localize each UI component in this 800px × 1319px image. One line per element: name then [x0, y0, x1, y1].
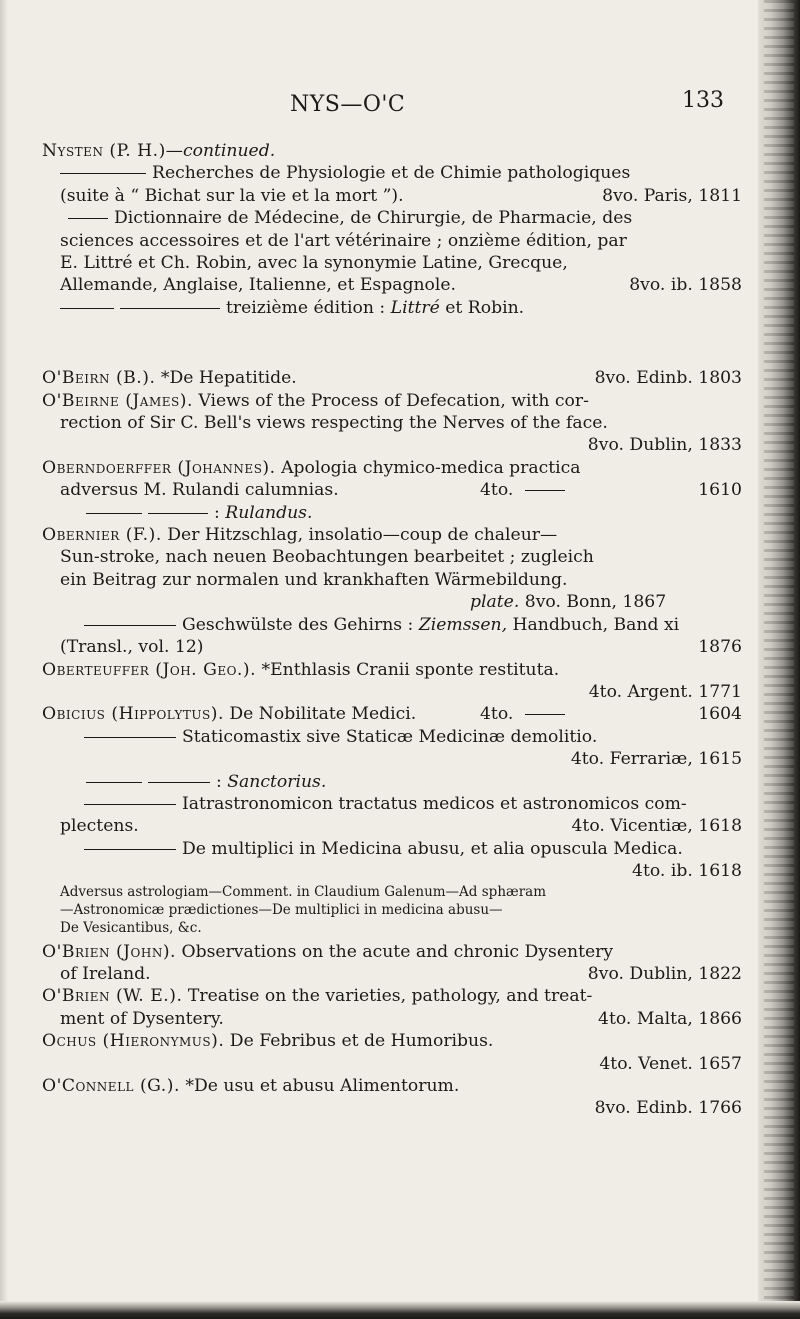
- entry-imprint: 4to. ib. 1618: [632, 861, 742, 882]
- ditto-dash: [148, 782, 210, 783]
- entry-title: Iatrastronomicon tractatus medicos et astronomicos com-: [182, 793, 687, 814]
- entry-line: [42, 1030, 742, 1052]
- entry-imprint: 8vo. Paris, 1811: [602, 185, 742, 206]
- ditto-dash: [525, 490, 565, 491]
- entry-text: Allemande, Anglaise, Italienne, et Espagnole.: [60, 275, 456, 296]
- entry-title: *Enthlasis Cranii sponte restituta.: [261, 659, 560, 680]
- ditto-dash: [84, 625, 176, 626]
- entry-text: ein Beitrag zur normalen und krankhaften Wärmebildung.: [60, 569, 568, 590]
- entry-line: [42, 524, 742, 546]
- ditto-dash: [120, 308, 220, 309]
- page-left-edge: [0, 0, 8, 1319]
- entry-title: Recherches de Physiologie et de Chimie pathologiques: [152, 163, 631, 184]
- entry-line: [42, 367, 742, 389]
- entry-title: De Nobilitate Medici.: [229, 704, 417, 725]
- ditto-dash: [60, 308, 114, 309]
- entry-line: [42, 390, 742, 412]
- entry-line: [42, 546, 742, 568]
- entry-line: [42, 815, 742, 837]
- ditto-dash: [84, 849, 176, 850]
- ditto-dash: [60, 173, 146, 174]
- entry-line: : Sanctorius.: [42, 771, 742, 793]
- book-spine-edge: [758, 0, 800, 1319]
- entry-line: [42, 207, 742, 229]
- entry-see-also: Rulandus.: [225, 502, 313, 523]
- entry-imprint: 4to. Ferrariæ, 1615: [570, 749, 742, 770]
- entry-title-italic: Ziemssen,: [418, 614, 508, 635]
- entry-text: plectens.: [60, 816, 139, 837]
- entry-note: Adversus astrologiam—Comment. in Claudium Galenum—Ad sphæram: [60, 883, 546, 900]
- entry-line: [42, 963, 742, 985]
- entry-format: 4to.: [480, 703, 571, 725]
- entry-line: [42, 569, 742, 591]
- entry-title: De multiplici in Medicina abusu, et alia opuscula Medica.: [182, 838, 683, 859]
- entry-line: [42, 591, 742, 613]
- entry-imprint: 4to. Argent. 1771: [588, 681, 742, 702]
- entry-author: O'Beirn (B.).: [42, 368, 156, 389]
- entry-imprint: 4to. Vicentiæ, 1618: [571, 816, 742, 837]
- entry-text: Sun-stroke, nach neuen Beobachtungen bearbeitet ; zugleich: [60, 547, 594, 568]
- entry-text: (Transl., vol. 12): [60, 637, 204, 658]
- entry-line: [42, 162, 742, 184]
- entry-line: [42, 748, 742, 770]
- entry-author-note: —continued.: [165, 141, 276, 161]
- entry-title: Der Hitzschlag, insolatio—coup de chaleur—: [167, 525, 558, 546]
- ditto-dash: [84, 737, 176, 738]
- entry-line: [42, 614, 742, 636]
- running-header: NYS—O'C: [290, 92, 406, 117]
- entry-title: Observations on the acute and chronic Dysentery: [181, 941, 614, 962]
- entry-title: Handbuch, Band xi: [507, 614, 680, 635]
- entry-format: 4to.: [480, 479, 571, 501]
- entry-title-italic: Littré: [390, 297, 440, 318]
- entry-author: Oberteuffer (Joh. Geo.).: [42, 659, 257, 680]
- entry-imprint: 8vo. Dublin, 1822: [587, 963, 742, 984]
- entry-text: (suite à “ Bichat sur la vie et la mort ”).: [60, 185, 404, 206]
- entry-text: rection of Sir C. Bell's views respecting the Nerves of the face.: [60, 413, 608, 434]
- entry-line: [42, 412, 742, 434]
- ditto-dash: [86, 513, 142, 514]
- entry-title: Views of the Process of Defecation, with cor-: [198, 390, 589, 411]
- entry-line: [42, 636, 742, 658]
- entry-line: [42, 985, 742, 1007]
- entry-imprint: 8vo. Dublin, 1833: [587, 435, 742, 456]
- entry-title: *De usu et abusu Alimentorum.: [185, 1075, 460, 1096]
- entry-title: De Febribus et de Humoribus.: [229, 1031, 494, 1052]
- entry-title: Apologia chymico-medica practica: [281, 457, 581, 478]
- entry-title: et Robin.: [439, 297, 525, 318]
- entry-author: Obicius (Hippolytus).: [42, 704, 224, 725]
- entry-imprint: 1610: [698, 480, 742, 501]
- entry-imprint: 1876: [698, 637, 742, 658]
- entry-author: Obernier (F.).: [42, 525, 162, 546]
- ditto-dash: [86, 782, 142, 783]
- entry-author: O'Brien (W. E.).: [42, 986, 183, 1007]
- entry-author: Oberndoerffer (Johannes).: [42, 457, 276, 478]
- entry-line: [42, 252, 742, 274]
- entry-line: [42, 1008, 742, 1030]
- entry-imprint: 8vo. Edinb. 1766: [594, 1098, 742, 1119]
- entry-note: De Vesicantibus, &c.: [60, 919, 202, 936]
- entry-line: [42, 434, 742, 456]
- entry-line: [42, 659, 742, 681]
- entry-text: E. Littré et Ch. Robin, avec la synonymie Latine, Grecque,: [60, 253, 568, 274]
- ditto-dash: [68, 218, 108, 219]
- entry-author: O'Brien (John).: [42, 941, 177, 962]
- spine-stripes: [764, 0, 794, 1319]
- entry-text: of Ireland.: [60, 963, 151, 984]
- entry-note: —Astronomicæ prædictiones—De multiplici in medicina abusu—: [60, 901, 503, 918]
- entry-line: [42, 703, 742, 725]
- entry-line: [42, 185, 742, 207]
- entry-line: [42, 793, 742, 815]
- page-bottom-edge: [0, 1301, 800, 1319]
- entry-author: Nysten (P. H.): [42, 141, 166, 161]
- entry-line: [42, 1097, 742, 1119]
- entry-line: [42, 681, 742, 703]
- entry-line: [42, 941, 742, 963]
- entry-title: *De Hepatitide.: [160, 368, 297, 389]
- entry-imprint: 1604: [698, 704, 742, 725]
- entry-line: [42, 1053, 742, 1075]
- entry-line: [42, 297, 742, 319]
- entry-imprint: 8vo. ib. 1858: [629, 275, 742, 296]
- entry-line: [42, 457, 742, 479]
- ditto-dash: [525, 714, 565, 715]
- entry-title: Staticomastix sive Staticæ Medicinæ demolitio.: [182, 726, 598, 747]
- ditto-dash: [84, 804, 176, 805]
- page-number: 133: [682, 88, 724, 113]
- entry-line: [42, 860, 742, 882]
- entry-title: treizième édition :: [226, 297, 391, 318]
- catalogue-entries: [42, 140, 742, 1120]
- entry-imprint: 8vo. Edinb. 1803: [594, 368, 742, 389]
- entry-text: ment of Dysentery.: [60, 1008, 224, 1029]
- entry-text: sciences accessoires et de l'art vétérinaire ; onzième édition, par: [60, 230, 627, 251]
- entry-line: [42, 274, 742, 296]
- entry-title: Geschwülste des Gehirns :: [182, 614, 419, 635]
- entry-title: Dictionnaire de Médecine, de Chirurgie, de Pharmacie, des: [114, 208, 633, 229]
- entry-line: [42, 140, 742, 162]
- entry-text: adversus M. Rulandi calumnias.: [60, 480, 339, 501]
- entry-line: [42, 838, 742, 860]
- section-gap: [42, 319, 742, 367]
- entry-imprint: 4to. Malta, 1866: [598, 1008, 742, 1029]
- entry-line: [42, 726, 742, 748]
- entry-imprint: 4to. Venet. 1657: [599, 1053, 742, 1074]
- entry-author: Ochus (Hieronymus).: [42, 1031, 225, 1052]
- ditto-dash: [148, 513, 208, 514]
- entry-imprint: plate. 8vo. Bonn, 1867: [470, 592, 667, 613]
- entry-line: [42, 479, 742, 501]
- entry-line: : Rulandus.: [42, 502, 742, 524]
- entry-line: [42, 230, 742, 252]
- entry-author: O'Connell (G.).: [42, 1075, 180, 1096]
- entry-title: Treatise on the varieties, pathology, and treat-: [187, 986, 593, 1007]
- entry-author: O'Beirne (James).: [42, 390, 193, 411]
- entry-line: [42, 1075, 742, 1097]
- entry-see-also: Sanctorius.: [227, 771, 327, 792]
